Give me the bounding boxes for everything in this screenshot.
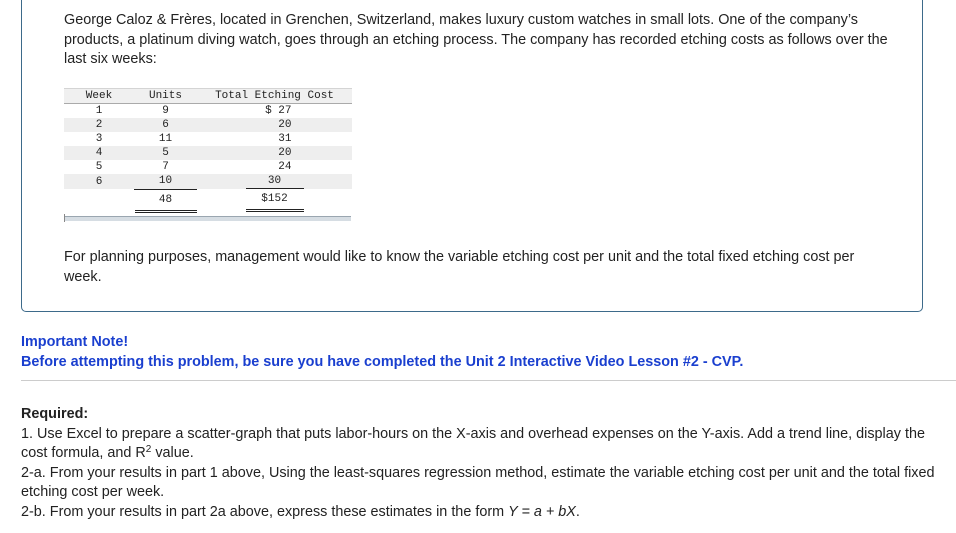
cell-cost: 24 [278, 161, 292, 173]
cell-units: 5 [134, 146, 197, 160]
table-scrollbar[interactable] [64, 216, 351, 221]
table-header-row [64, 89, 352, 104]
table-total-row [64, 189, 352, 213]
cell-week: 3 [95, 133, 103, 145]
table-row [64, 160, 352, 174]
table-row [64, 118, 352, 132]
note-text: Before attempting this problem, be sure you have completed the Unit 2 Interactive Video Lesson #2 - CVP. [21, 353, 744, 370]
important-note [21, 333, 743, 372]
table-row [64, 132, 352, 146]
cell-units: 11 [158, 133, 173, 145]
cell-week: 5 [95, 161, 103, 173]
total-cost: $152 [246, 189, 304, 212]
equation: Y = a + bX [508, 503, 576, 520]
cell-cost: 30 [246, 174, 304, 189]
table-row [64, 174, 352, 189]
note-title: Important Note! [21, 334, 129, 350]
cell-cost: 20 [278, 147, 292, 159]
cell-week: 1 [95, 105, 103, 117]
table-row [64, 146, 352, 160]
header-total-etching-cost: Total Etching Cost [197, 89, 352, 104]
intro-text: George Caloz & Frères, located in Grenchen, Switzerland, makes luxury custom watches in small lots. One of the company’s products, a platinum diving watch, goes through an etching process. The company has recorded etching costs as follows over the last six weeks: [64, 12, 888, 67]
cell-cost: 20 [278, 119, 292, 131]
header-week: Week [64, 89, 134, 104]
cell-week: 2 [64, 118, 134, 132]
cell-units: 7 [162, 161, 169, 173]
planning-text: For planning purposes, management would like to know the variable etching cost per unit and the total fixed etching cost per week. [64, 249, 855, 285]
required-item-1: 1. Use Excel to prepare a scatter-graph that puts labor-hours on the X-axis and overhead expenses on the Y-axis. Add a trend line, display the cost formula, and $R^2$ value. [21, 425, 925, 461]
cell-units: 9 [162, 105, 169, 117]
cell-cost: $ 27 [265, 105, 292, 117]
total-units: 48 [135, 190, 197, 213]
table-row [64, 104, 352, 119]
cell-units: 10 [134, 174, 197, 189]
required-item-2b: 2-b. From your results in part 2a above, express these estimates in the form Y = a + bX. [21, 503, 580, 520]
header-units: Units [134, 89, 197, 104]
required-section [21, 405, 951, 522]
cell-week: 6 [64, 174, 134, 189]
required-item-2a: 2-a. From your results in part 1 above, Using the least-squares regression method, estimate the variable etching cost per unit and the total fixed etching cost per week. [21, 464, 935, 500]
required-heading: Required: [21, 406, 89, 422]
cell-units: 6 [134, 118, 197, 132]
section-divider [21, 380, 956, 381]
cell-cost: 31 [278, 133, 292, 145]
etching-cost-table [64, 88, 352, 213]
cell-week: 4 [64, 146, 134, 160]
